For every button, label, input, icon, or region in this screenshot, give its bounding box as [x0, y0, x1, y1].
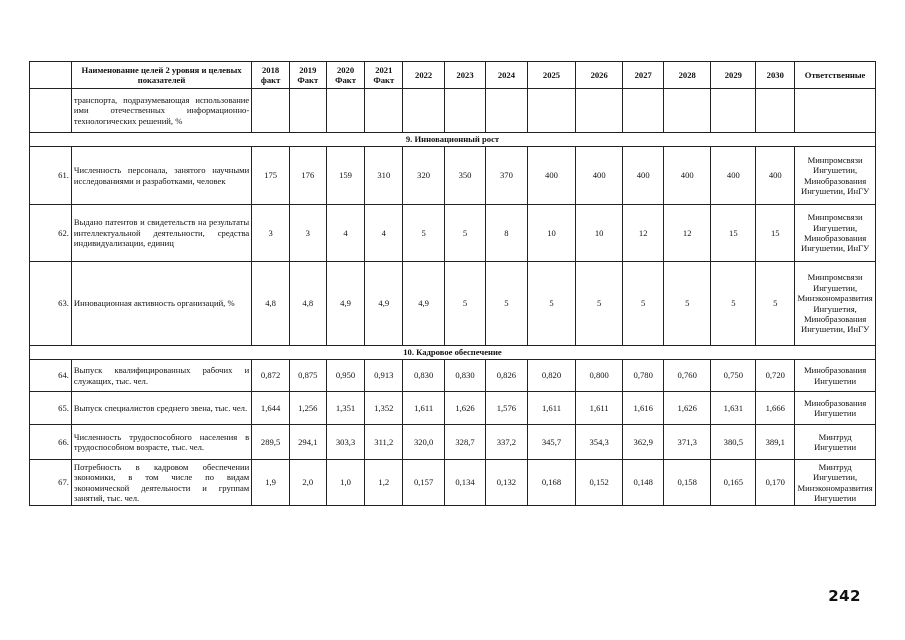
row-value: 0,950	[326, 360, 365, 392]
section-header	[30, 133, 876, 147]
header-year: 2028	[664, 62, 711, 89]
row-value: 12	[623, 205, 664, 262]
row-value: 400	[756, 147, 795, 205]
row-responsible: Минпромсвязи Ингушетии, Минобразования Ингушетии, ИнГУ	[795, 147, 876, 205]
row-name: Инновационная активность организаций, %	[71, 262, 251, 346]
header-year: 2019 Факт	[289, 62, 326, 89]
row-value: 5	[623, 262, 664, 346]
row-value: 15	[711, 205, 756, 262]
row-value: 1,626	[445, 392, 486, 425]
row-value: 4	[365, 205, 403, 262]
row-value: 1,611	[576, 392, 623, 425]
row-value: 1,666	[756, 392, 795, 425]
row-value: 0,134	[445, 460, 486, 506]
row-value: 5	[403, 205, 445, 262]
header-year: 2023	[445, 62, 486, 89]
row-name: Потребность в кадровом обеспечении экономики, в том числе по видам экономической деятельности и группам занятий, тыс. чел.	[71, 460, 251, 506]
row-name: Выпуск квалифицированных рабочих и служащих, тыс. чел.	[71, 360, 251, 392]
row-value: 1,0	[326, 460, 365, 506]
header-year: 2026	[576, 62, 623, 89]
row-value: 362,9	[623, 425, 664, 460]
row-name: Численность трудоспособного населения в трудоспособном возрасте, тыс. чел.	[71, 425, 251, 460]
row-num: 64.	[30, 360, 72, 392]
row-num: 67.	[30, 460, 72, 506]
header-year: 2018 факт	[252, 62, 290, 89]
header-num	[30, 62, 72, 89]
row-value: 5	[756, 262, 795, 346]
row-value: 5	[445, 205, 486, 262]
row-value: 350	[445, 147, 486, 205]
row-value: 5	[485, 262, 527, 346]
row-value: 371,3	[664, 425, 711, 460]
table-row	[30, 425, 876, 460]
row-value: 0,720	[756, 360, 795, 392]
row-value: 0,170	[756, 460, 795, 506]
row-value: 0,132	[485, 460, 527, 506]
table-row	[30, 392, 876, 425]
row-name: транспорта, подразумевающая использование ими отечественных информационно-технологических решений, %	[71, 89, 251, 133]
row-name: Численность персонала, занятого научными исследованиями и разработками, человек	[71, 147, 251, 205]
row-name: Выпуск специалистов среднего звена, тыс. чел.	[71, 392, 251, 425]
header-year: 2021 Факт	[365, 62, 403, 89]
header-year: 2030	[756, 62, 795, 89]
row-num: 66.	[30, 425, 72, 460]
row-value: 345,7	[527, 425, 575, 460]
row-value: 0,780	[623, 360, 664, 392]
row-value: 4,9	[365, 262, 403, 346]
row-value: 1,631	[711, 392, 756, 425]
row-value: 176	[289, 147, 326, 205]
row-value: 0,760	[664, 360, 711, 392]
row-value: 3	[289, 205, 326, 262]
row-value: 0,750	[711, 360, 756, 392]
row-value: 0,148	[623, 460, 664, 506]
row-value: 1,352	[365, 392, 403, 425]
section-title: 9. Инновационный рост	[30, 133, 876, 147]
table-row	[30, 205, 876, 262]
row-value: 3	[252, 205, 290, 262]
row-num: 62.	[30, 205, 72, 262]
row-value: 175	[252, 147, 290, 205]
row-num: 65.	[30, 392, 72, 425]
row-responsible: Минобразования Ингушетии	[795, 360, 876, 392]
row-value: 1,2	[365, 460, 403, 506]
header-row	[30, 62, 876, 89]
row-value: 4	[326, 205, 365, 262]
indicators-table	[29, 61, 876, 506]
row-value: 0,826	[485, 360, 527, 392]
row-value: 5	[711, 262, 756, 346]
row-name: Выдано патентов и свидетельств на результаты интеллектуальной деятельности, средства индивидуализации, единиц	[71, 205, 251, 262]
header-year: 2027	[623, 62, 664, 89]
row-value: 328,7	[445, 425, 486, 460]
row-value: 1,611	[527, 392, 575, 425]
row-value: 0,830	[445, 360, 486, 392]
row-value: 5	[527, 262, 575, 346]
table-row	[30, 460, 876, 506]
row-value: 1,351	[326, 392, 365, 425]
row-responsible: Минпромсвязи Ингушетии, Минэкономразвития Ингушетия, Минобразования Ингушетии, ИнГУ	[795, 262, 876, 346]
row-num	[30, 89, 72, 133]
row-value: 2,0	[289, 460, 326, 506]
row-value: 4,8	[289, 262, 326, 346]
row-value: 289,5	[252, 425, 290, 460]
row-value: 0,152	[576, 460, 623, 506]
row-value: 10	[527, 205, 575, 262]
row-value: 5	[445, 262, 486, 346]
row-value: 5	[664, 262, 711, 346]
row-responsible: Минтруд Ингушетии, Минэкономразвития Ингушетии	[795, 460, 876, 506]
section-title: 10. Кадровое обеспечение	[30, 346, 876, 360]
row-value: 1,256	[289, 392, 326, 425]
row-value: 4,9	[403, 262, 445, 346]
row-value: 337,2	[485, 425, 527, 460]
header-year: 2020 Факт	[326, 62, 365, 89]
row-value: 380,5	[711, 425, 756, 460]
row-responsible: Минтруд Ингушетии	[795, 425, 876, 460]
row-value: 1,611	[403, 392, 445, 425]
row-value: 0,800	[576, 360, 623, 392]
row-value: 354,3	[576, 425, 623, 460]
row-value: 1,626	[664, 392, 711, 425]
row-value: 1,616	[623, 392, 664, 425]
row-value: 0,830	[403, 360, 445, 392]
table-row	[30, 360, 876, 392]
row-responsible: Минпромсвязи Ингушетии, Минобразования Ингушетии, ИнГУ	[795, 205, 876, 262]
row-value: 400	[664, 147, 711, 205]
row-value: 400	[527, 147, 575, 205]
header-responsible: Ответственные	[795, 62, 876, 89]
header-year: 2029	[711, 62, 756, 89]
page-number: 242	[828, 587, 861, 605]
row-value: 4,8	[252, 262, 290, 346]
row-value: 320	[403, 147, 445, 205]
row-num: 61.	[30, 147, 72, 205]
row-value: 310	[365, 147, 403, 205]
header-year: 2024	[485, 62, 527, 89]
row-value: 0,820	[527, 360, 575, 392]
row-value: 400	[623, 147, 664, 205]
table-row	[30, 89, 876, 133]
row-value: 320,0	[403, 425, 445, 460]
row-value: 8	[485, 205, 527, 262]
row-value: 4,9	[326, 262, 365, 346]
row-value: 0,168	[527, 460, 575, 506]
row-value: 303,3	[326, 425, 365, 460]
row-value: 0,913	[365, 360, 403, 392]
row-value: 400	[576, 147, 623, 205]
row-num: 63.	[30, 262, 72, 346]
row-value: 311,2	[365, 425, 403, 460]
row-value: 0,872	[252, 360, 290, 392]
row-value: 0,165	[711, 460, 756, 506]
table-row	[30, 147, 876, 205]
row-value: 0,157	[403, 460, 445, 506]
row-value: 294,1	[289, 425, 326, 460]
row-value: 370	[485, 147, 527, 205]
header-name: Наименование целей 2 уровня и целевых показателей	[71, 62, 251, 89]
row-value: 0,875	[289, 360, 326, 392]
row-value: 0,158	[664, 460, 711, 506]
table-row	[30, 262, 876, 346]
row-value: 1,9	[252, 460, 290, 506]
section-header	[30, 346, 876, 360]
header-year: 2025	[527, 62, 575, 89]
header-year: 2022	[403, 62, 445, 89]
row-value: 159	[326, 147, 365, 205]
row-value: 400	[711, 147, 756, 205]
row-value: 10	[576, 205, 623, 262]
row-value: 389,1	[756, 425, 795, 460]
row-responsible: Минобразования Ингушетии	[795, 392, 876, 425]
row-value: 15	[756, 205, 795, 262]
row-value: 12	[664, 205, 711, 262]
row-value: 1,644	[252, 392, 290, 425]
row-value: 5	[576, 262, 623, 346]
row-value: 1,576	[485, 392, 527, 425]
